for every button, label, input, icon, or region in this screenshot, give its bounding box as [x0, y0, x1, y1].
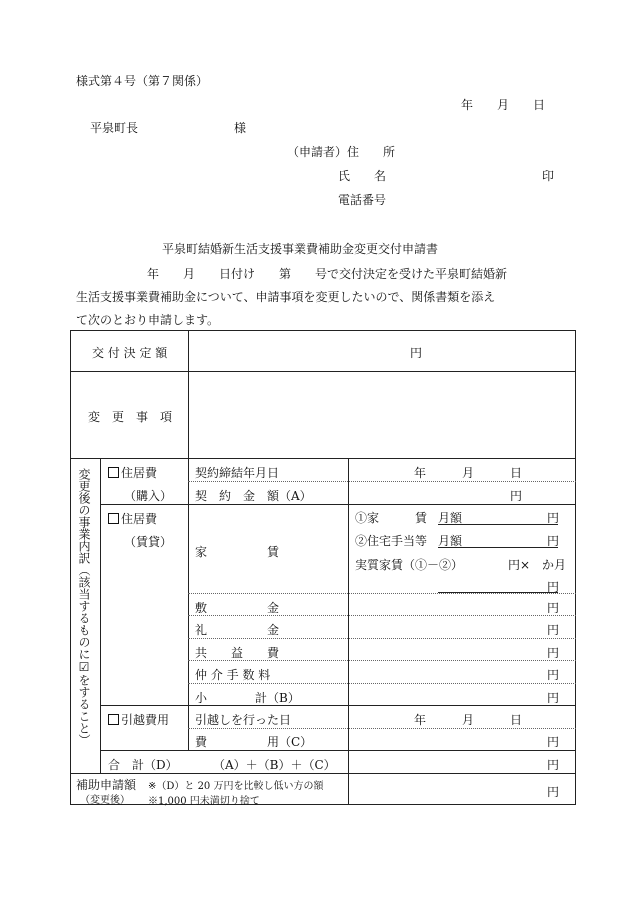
request-label-1: 補助申請額	[76, 778, 137, 792]
purchase-name: 住居費	[121, 466, 158, 480]
total-unit: 円	[547, 758, 560, 772]
rent-line3-mid: 円× か月	[508, 558, 567, 572]
date-line: 年 月 日	[461, 98, 546, 112]
rent-checkbox[interactable]	[108, 513, 119, 524]
purchase-checkbox[interactable]	[108, 467, 119, 478]
moving-checkbox[interactable]	[108, 714, 119, 725]
moving-date-label: 引越しを行った日	[195, 713, 292, 727]
request-note-2: ※1,000 円未満切り捨て	[148, 796, 260, 807]
phone-label: 電話番号	[338, 193, 387, 207]
request-note-1: ※（D）と 20 万円を比較し低い方の額	[148, 781, 324, 792]
rent-line1-label: ①家 賃	[355, 511, 428, 525]
decision-amount-label: 交 付 決 定 額	[92, 346, 168, 360]
decision-amount-unit: 円	[410, 346, 423, 360]
shikikin-label: 敷 金	[195, 601, 280, 615]
rent-line3-unit: 円	[547, 580, 560, 594]
moving-cost-unit: 円	[547, 735, 560, 749]
body-line-3: て次のとおり申請します。	[76, 313, 220, 327]
reikin-unit: 円	[547, 623, 560, 637]
contract-date-value: 年 月 日	[414, 466, 523, 480]
rent-line1-unit: 円	[547, 511, 560, 525]
rent-subname: （賃貸）	[124, 535, 173, 549]
request-label-2: （変更後）	[80, 795, 130, 806]
subtotal-label: 小 計（B）	[195, 691, 300, 705]
contract-amount-label: 契 約 金 額（A）	[195, 489, 312, 503]
body-line-2: 生活支援事業費補助金について、申請事項を変更したいので、関係書類を添え	[76, 290, 496, 304]
kyoeki-label: 共 益 費	[195, 646, 280, 660]
purchase-subname: （購入）	[124, 489, 173, 503]
applicant-name-label: 氏 名	[338, 169, 387, 183]
addressee: 平泉町長 様	[90, 121, 247, 135]
rent-name: 住居費	[121, 512, 158, 526]
rent-checkbox-row[interactable]	[108, 510, 157, 527]
document-title: 平泉町結婚新生活支援事業費補助金変更交付申請書	[162, 242, 439, 256]
moving-checkbox-row[interactable]	[108, 711, 169, 728]
breakdown-label: 変更後の事業内訳（該当するものに☑をすること）	[77, 468, 91, 746]
moving-name: 引越費用	[121, 713, 170, 727]
body-line-1: 年 月 日付け 第 号で交付決定を受けた平泉町結婚新	[147, 267, 508, 281]
chukai-label: 仲 介 手 数 料	[195, 668, 271, 682]
kyoeki-unit: 円	[547, 646, 560, 660]
shikikin-unit: 円	[547, 601, 560, 615]
rent-line2-mid: 月額	[438, 534, 463, 548]
rent-line1-mid: 月額	[438, 511, 463, 525]
rent-line3-label: 実質家賃（①－②）	[355, 558, 464, 572]
purchase-checkbox-row[interactable]	[108, 464, 157, 481]
rent-label: 家 賃	[195, 545, 280, 559]
change-items-label: 変 更 事 項	[88, 410, 173, 424]
chukai-unit: 円	[547, 668, 560, 682]
total-label: 合 計（D）	[108, 758, 178, 772]
rent-line2-label: ②住宅手当等	[355, 534, 428, 548]
subtotal-unit: 円	[547, 691, 560, 705]
seal-mark: 印	[542, 169, 555, 183]
contract-date-label: 契約締結年月日	[195, 466, 280, 480]
applicant-address-label: （申請者）住 所	[287, 145, 396, 159]
form-number: 様式第４号（第７関係）	[76, 74, 209, 88]
contract-amount-unit: 円	[510, 489, 523, 503]
request-unit: 円	[547, 785, 560, 799]
moving-date-value: 年 月 日	[414, 713, 523, 727]
reikin-label: 礼 金	[195, 623, 280, 637]
total-formula: （A）＋（B）＋（C）	[213, 758, 336, 772]
rent-line2-unit: 円	[547, 534, 560, 548]
moving-cost-label: 費 用（C）	[195, 735, 313, 749]
